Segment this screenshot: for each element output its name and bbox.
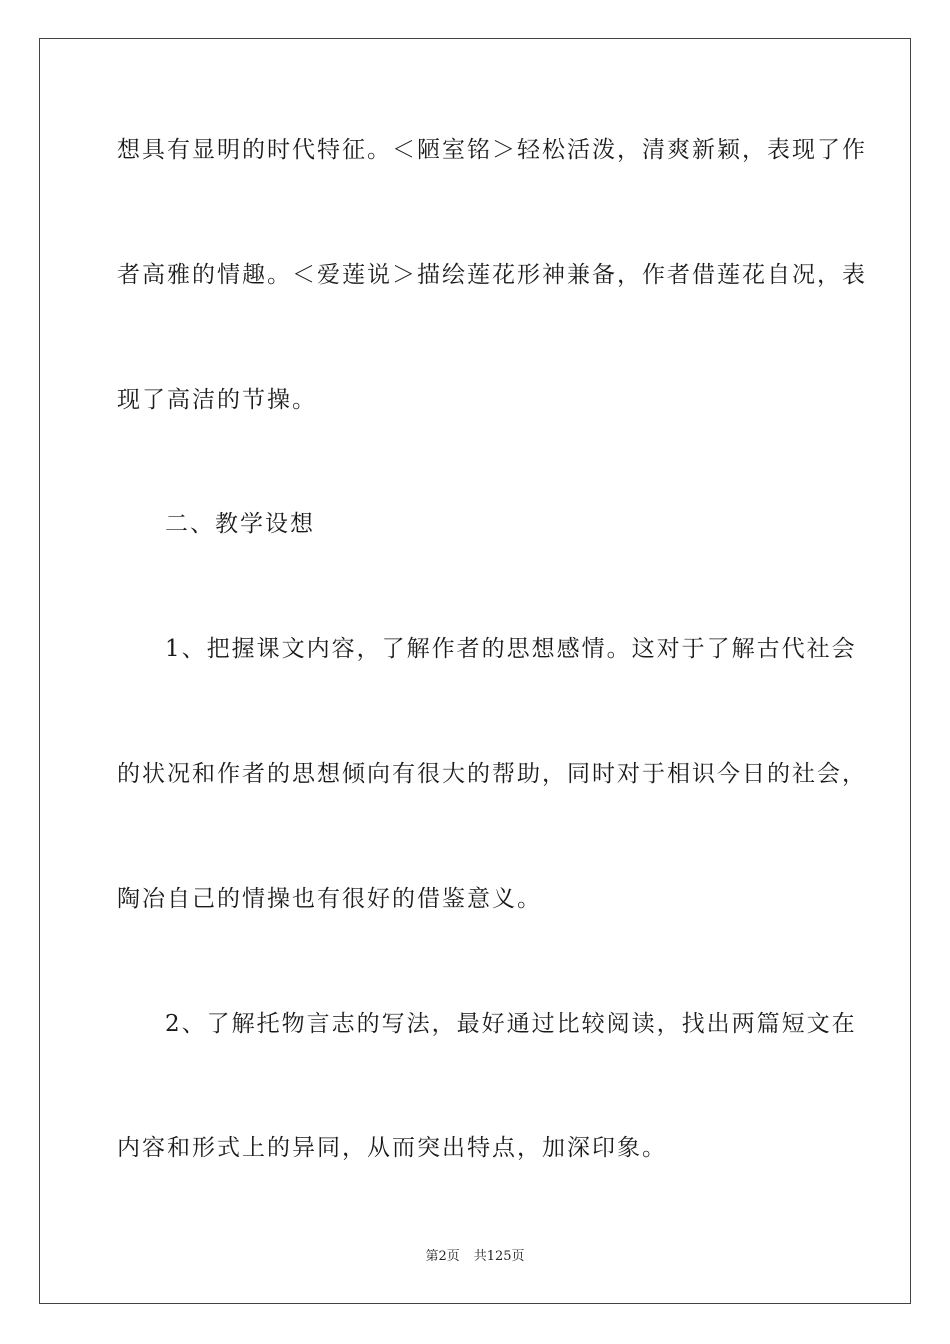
section-heading: 二、教学设想 <box>165 511 315 537</box>
text-line: 想具有显明的时代特征。＜陋室铭＞轻松活泼，清爽新颖，表现了作 <box>117 137 867 163</box>
text-line: 陶冶自己的情操也有很好的借鉴意义。 <box>117 886 542 912</box>
page-number: 第2页 <box>425 1249 460 1264</box>
page-border <box>39 38 911 1304</box>
text-line: 者高雅的情趣。＜爱莲说＞描绘莲花形神兼备，作者借莲花自况，表 <box>117 262 867 288</box>
text-line: 1、把握课文内容，了解作者的思想感情。这对于了解古代社会 <box>165 636 857 662</box>
text-line: 2、了解托物言志的写法，最好通过比较阅读，找出两篇短文在 <box>165 1011 857 1037</box>
page-total: 共125页 <box>473 1249 525 1264</box>
text-line: 的状况和作者的思想倾向有很大的帮助，同时对于相识今日的社会， <box>117 761 867 787</box>
text-line: 现了高洁的节操。 <box>117 387 317 413</box>
page-footer <box>0 1248 950 1266</box>
text-line: 内容和形式上的异同，从而突出特点，加深印象。 <box>117 1135 667 1161</box>
